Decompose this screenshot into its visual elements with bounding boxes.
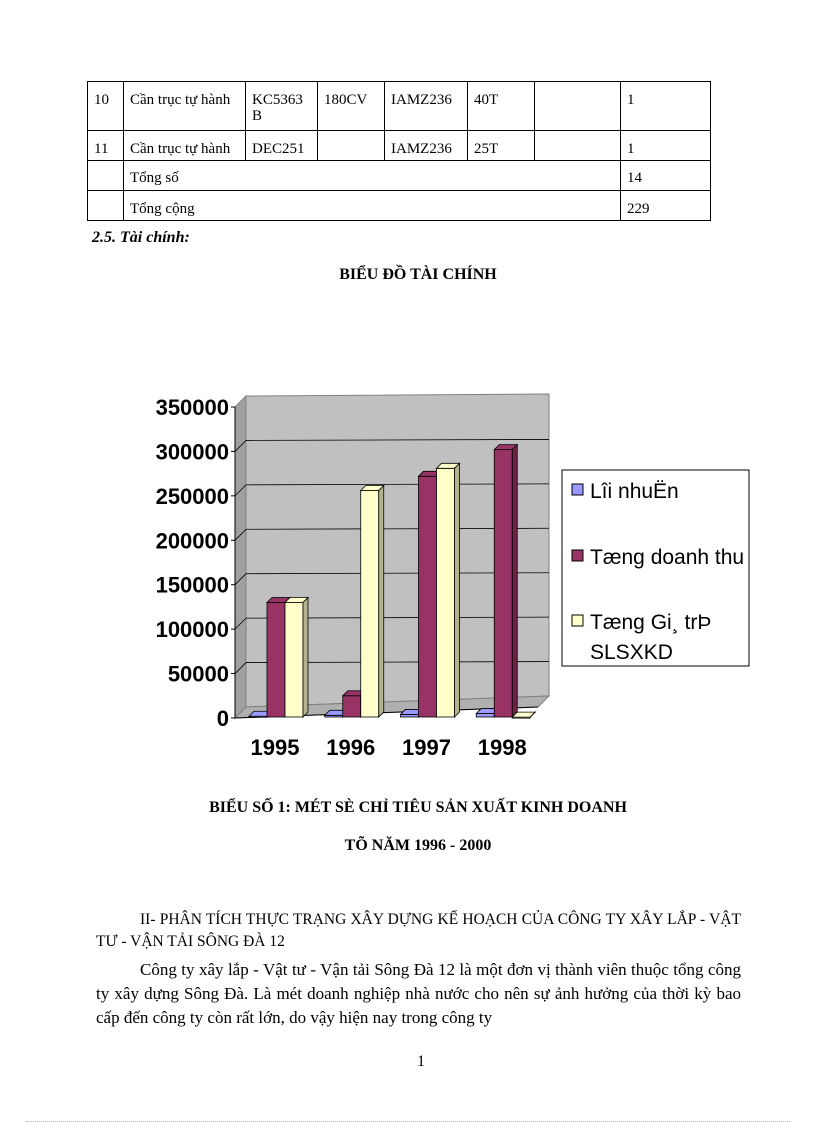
cell-power — [318, 131, 385, 161]
cell-extra — [535, 82, 621, 131]
legend-label: Tæng doanh thu — [590, 546, 745, 569]
equipment-table — [87, 81, 711, 221]
footer-rule — [26, 1121, 790, 1122]
cell-qty: 1 — [621, 82, 711, 131]
legend-swatch — [572, 484, 583, 495]
cell-code: DEC251 — [246, 131, 318, 161]
legend-swatch — [572, 615, 583, 626]
y-tick-label: 150000 — [155, 572, 229, 598]
cell-power: 180CV — [318, 82, 385, 131]
total-value: 229 — [621, 191, 711, 221]
cell-extra — [535, 131, 621, 161]
subtotal-row — [88, 161, 711, 191]
y-tick-label: 100000 — [155, 617, 229, 643]
cell-capacity: 40T — [468, 82, 535, 131]
cell-name: Cần trục tự hành — [124, 131, 246, 161]
cell-engine: IAMZ236 — [385, 131, 468, 161]
y-tick-label: 200000 — [155, 528, 229, 554]
total-row — [88, 191, 711, 221]
y-tick-label: 300000 — [155, 439, 229, 465]
chart-title: BIỂU ĐỒ TÀI CHÍNH — [339, 266, 497, 283]
bar-side — [379, 486, 384, 717]
legend-swatch — [572, 550, 583, 561]
bar-side — [455, 463, 460, 717]
y-tick-label: 50000 — [167, 661, 229, 687]
total-label: Tổng cộng — [124, 191, 621, 221]
x-tick-label: 1995 — [250, 735, 300, 760]
table-row — [88, 131, 711, 161]
section-title: 2.5. Tài chính: — [92, 229, 190, 246]
legend-label: Tæng Gi¸ trÞ — [590, 611, 712, 634]
section-heading: II- PHÂN TÍCH THỰC TRẠNG XÂY DỰNG KẾ HOẠCH CỦA CÔNG TY XÂY LẮP - VẬT TƯ - VẬN TẢI SÔNG ĐÀ 12 — [96, 911, 741, 950]
cell-engine: IAMZ236 — [385, 82, 468, 131]
financial-bar-chart — [0, 370, 816, 760]
bar-tæng-gi¸-trþ-slsxkd-1995 — [285, 602, 303, 717]
y-tick-label: 250000 — [155, 483, 229, 509]
y-tick-label: 350000 — [155, 395, 229, 420]
bar-tæng-doanh-thu-1997 — [419, 476, 437, 717]
subtotal-value: 14 — [621, 161, 711, 191]
bar-tæng-doanh-thu-1995 — [267, 602, 285, 717]
cell-code: KC5363 B — [246, 82, 318, 131]
table-row — [88, 82, 711, 131]
cell-capacity: 25T — [468, 131, 535, 161]
bar-side — [512, 445, 517, 717]
bar-side — [303, 597, 308, 717]
cell-qty: 1 — [621, 131, 711, 161]
legend-label: SLSXKD — [590, 641, 673, 664]
bar-tæng-gi¸-trþ-slsxkd-1997 — [437, 468, 455, 717]
subtotal-label: Tổng số — [124, 161, 621, 191]
page-number: 1 — [417, 1053, 425, 1070]
x-tick-label: 1997 — [402, 735, 451, 760]
bar-tæng-doanh-thu-1998 — [494, 450, 512, 717]
chart-caption-1: BIỂU SỐ 1: MÉT SÈ CHỈ TIÊU SẢN XUẤT KINH DOANH — [209, 799, 627, 816]
body-paragraph: Công ty xây lắp - Vật tư - Vận tải Sông Đà 12 là một đơn vị thành viên thuộc tổng công ty xây dựng Sông Đà. Là mét doanh nghiệp nhà nước cho nên sự ảnh hưởng của thời kỳ bao cấp đến công ty còn rất lớn, do vậy hiện nay trong công ty — [96, 960, 741, 1027]
cell-no: 11 — [88, 131, 124, 161]
legend-label: Lîi nhuËn — [590, 480, 679, 503]
chart-side-wall — [235, 396, 246, 718]
x-tick-label: 1996 — [326, 735, 376, 760]
chart-caption-2: TÕ NĂM 1996 - 2000 — [344, 837, 492, 854]
y-tick-label: 0 — [216, 706, 229, 731]
bar-lîi-nhuën-1998 — [476, 714, 494, 717]
cell-name: Cần trục tự hành — [124, 82, 246, 131]
bar-tæng-doanh-thu-1996 — [343, 696, 361, 717]
x-tick-label: 1998 — [477, 735, 527, 760]
bar-tæng-gi¸-trþ-slsxkd-1996 — [361, 491, 379, 717]
cell-no: 10 — [88, 82, 124, 131]
